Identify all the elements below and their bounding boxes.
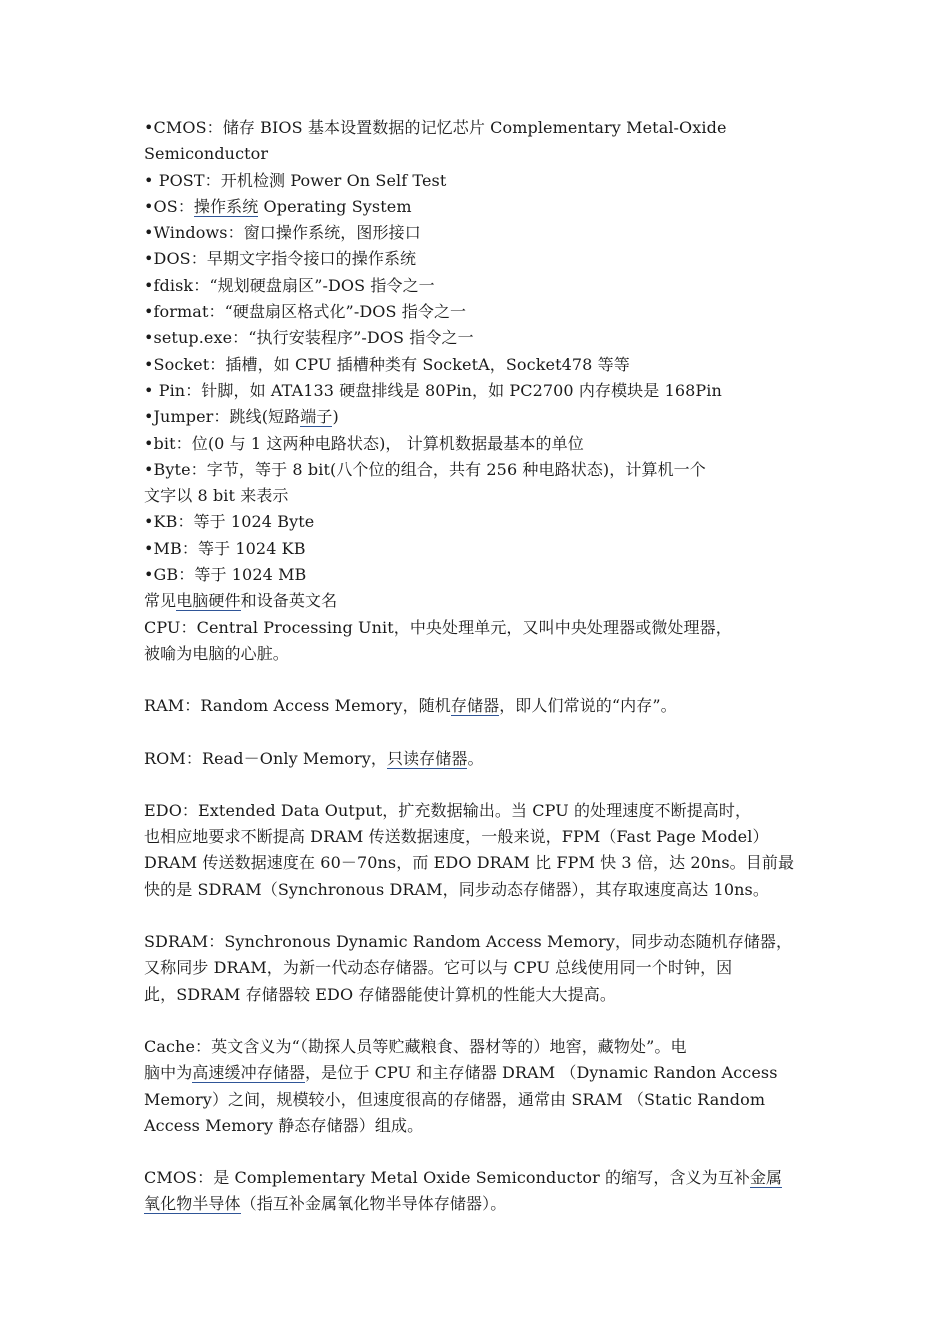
- list-item: •Byte：字节，等于 8 bit(八个位的组合，共有 256 种电路状态)，计算机一个: [144, 459, 706, 479]
- list-item: •MB：等于 1024 KB: [144, 538, 306, 558]
- paragraph-line: 快的是 SDRAM（Synchronous DRAM，同步动态存储器），其存取速度高达 10ns。: [144, 879, 769, 899]
- paragraph-line: Cache：英文含义为“（勘探人员等贮藏粮食、器材等的）地窖，藏物处”。电: [144, 1036, 687, 1056]
- list-item: •bit：位(0 与 1 这两种电路状态)， 计算机数据最基本的单位: [144, 433, 584, 453]
- spacer: [144, 1139, 812, 1165]
- link-computer-hardware[interactable]: 电脑硬件: [176, 591, 241, 611]
- list-item: •DOS：早期文字指令接口的操作系统: [144, 249, 417, 269]
- link-memory[interactable]: 存储器: [450, 696, 500, 716]
- paragraph-line: CMOS：是 Complementary Metal Oxide Semiconductor 的缩写，含义为互补金属: [144, 1168, 783, 1188]
- paragraph-line: SDRAM：Synchronous Dynamic Random Access Memory，同步动态随机存储器，: [144, 932, 793, 952]
- list-item: •fdisk：“规划硬盘扇区”-DOS 指令之一: [144, 275, 435, 295]
- paragraph-line: 脑中为高速缓冲存储器，是位于 CPU 和主存储器 DRAM （Dynamic Randon Access: [144, 1063, 778, 1083]
- link-terminal[interactable]: 端子: [300, 407, 333, 427]
- paragraph-line: 也相应地要求不断提高 DRAM 传送数据速度，一般来说，FPM（Fast Page Model）: [144, 827, 769, 847]
- list-item: 文字以 8 bit 来表示: [144, 486, 289, 506]
- entry-cache: [144, 1034, 812, 1139]
- list-item: •CMOS：储存 BIOS 基本设置数据的记忆芯片 Complementary Metal-Oxide: [144, 118, 727, 137]
- paragraph-line: 被喻为电脑的心脏。: [144, 643, 289, 663]
- paragraph-line: EDO：Extended Data Output，扩充数据输出。当 CPU 的处理速度不断提高时，: [144, 800, 752, 820]
- entry-sdram: [144, 929, 812, 1008]
- list-item: •setup.exe：“执行安装程序”-DOS 指令之一: [144, 328, 474, 348]
- spacer: [144, 1008, 812, 1034]
- link-oxide-semiconductor[interactable]: 氧化物半导体: [144, 1194, 241, 1214]
- link-os[interactable]: 操作系统: [193, 196, 259, 216]
- list-item: •format：“硬盘扇区格式化”-DOS 指令之一: [144, 302, 467, 322]
- glossary-list: [144, 115, 812, 588]
- link-rom[interactable]: 只读存储器: [386, 748, 468, 768]
- spacer: [144, 667, 812, 693]
- paragraph-line: 此，SDRAM 存储器较 EDO 存储器能使计算机的性能大大提高。: [144, 984, 616, 1004]
- list-item: Semiconductor: [144, 144, 269, 164]
- spacer: [144, 720, 812, 746]
- entry-edo: [144, 798, 812, 903]
- entry-ram: RAM：Random Access Memory，随机存储器，即人们常说的“内存”。: [144, 696, 677, 716]
- list-item: • POST：开机检测 Power On Self Test: [144, 170, 447, 190]
- entry-rom: ROM：Read－Only Memory，只读存储器。: [144, 748, 484, 768]
- entry-cmos: [144, 1165, 812, 1218]
- entry-cpu: [144, 615, 812, 668]
- link-cache[interactable]: 高速缓冲存储器: [192, 1063, 306, 1083]
- paragraph-line: 又称同步 DRAM，为新一代动态存储器。它可以与 CPU 总线使用同一个时钟，因: [144, 958, 733, 978]
- paragraph-line: 氧化物半导体（指互补金属氧化物半导体存储器）。: [144, 1194, 507, 1214]
- spacer: [144, 772, 812, 798]
- document-page: [144, 115, 812, 1218]
- list-item: •GB：等于 1024 MB: [144, 565, 307, 585]
- list-item: • Pin：针脚，如 ATA133 硬盘排线是 80Pin，如 PC2700 内存模块是 168Pin: [144, 380, 722, 400]
- paragraph-line: CPU：Central Processing Unit，中央处理单元，又叫中央处理器或微处理器，: [144, 617, 732, 637]
- paragraph-line: DRAM 传送数据速度在 60－70ns，而 EDO DRAM 比 FPM 快 3 倍，达 20ns。目前最: [144, 853, 795, 873]
- link-metal[interactable]: 金属: [749, 1168, 783, 1188]
- paragraph-line: Access Memory 静态存储器）组成。: [144, 1115, 424, 1135]
- section-heading: 常见电脑硬件和设备英文名: [144, 591, 338, 611]
- paragraph-line: Memory）之间，规模较小，但速度很高的存储器，通常由 SRAM （Static Random: [144, 1089, 766, 1109]
- list-item: •Socket：插槽，如 CPU 插槽种类有 SocketA，Socket478 等等: [144, 354, 630, 374]
- list-item: •OS：操作系统 Operating System: [144, 196, 412, 216]
- spacer: [144, 903, 812, 929]
- list-item: •Jumper：跳线(短路端子): [144, 407, 339, 427]
- list-item: •KB：等于 1024 Byte: [144, 512, 315, 532]
- list-item: •Windows：窗口操作系统，图形接口: [144, 223, 421, 243]
